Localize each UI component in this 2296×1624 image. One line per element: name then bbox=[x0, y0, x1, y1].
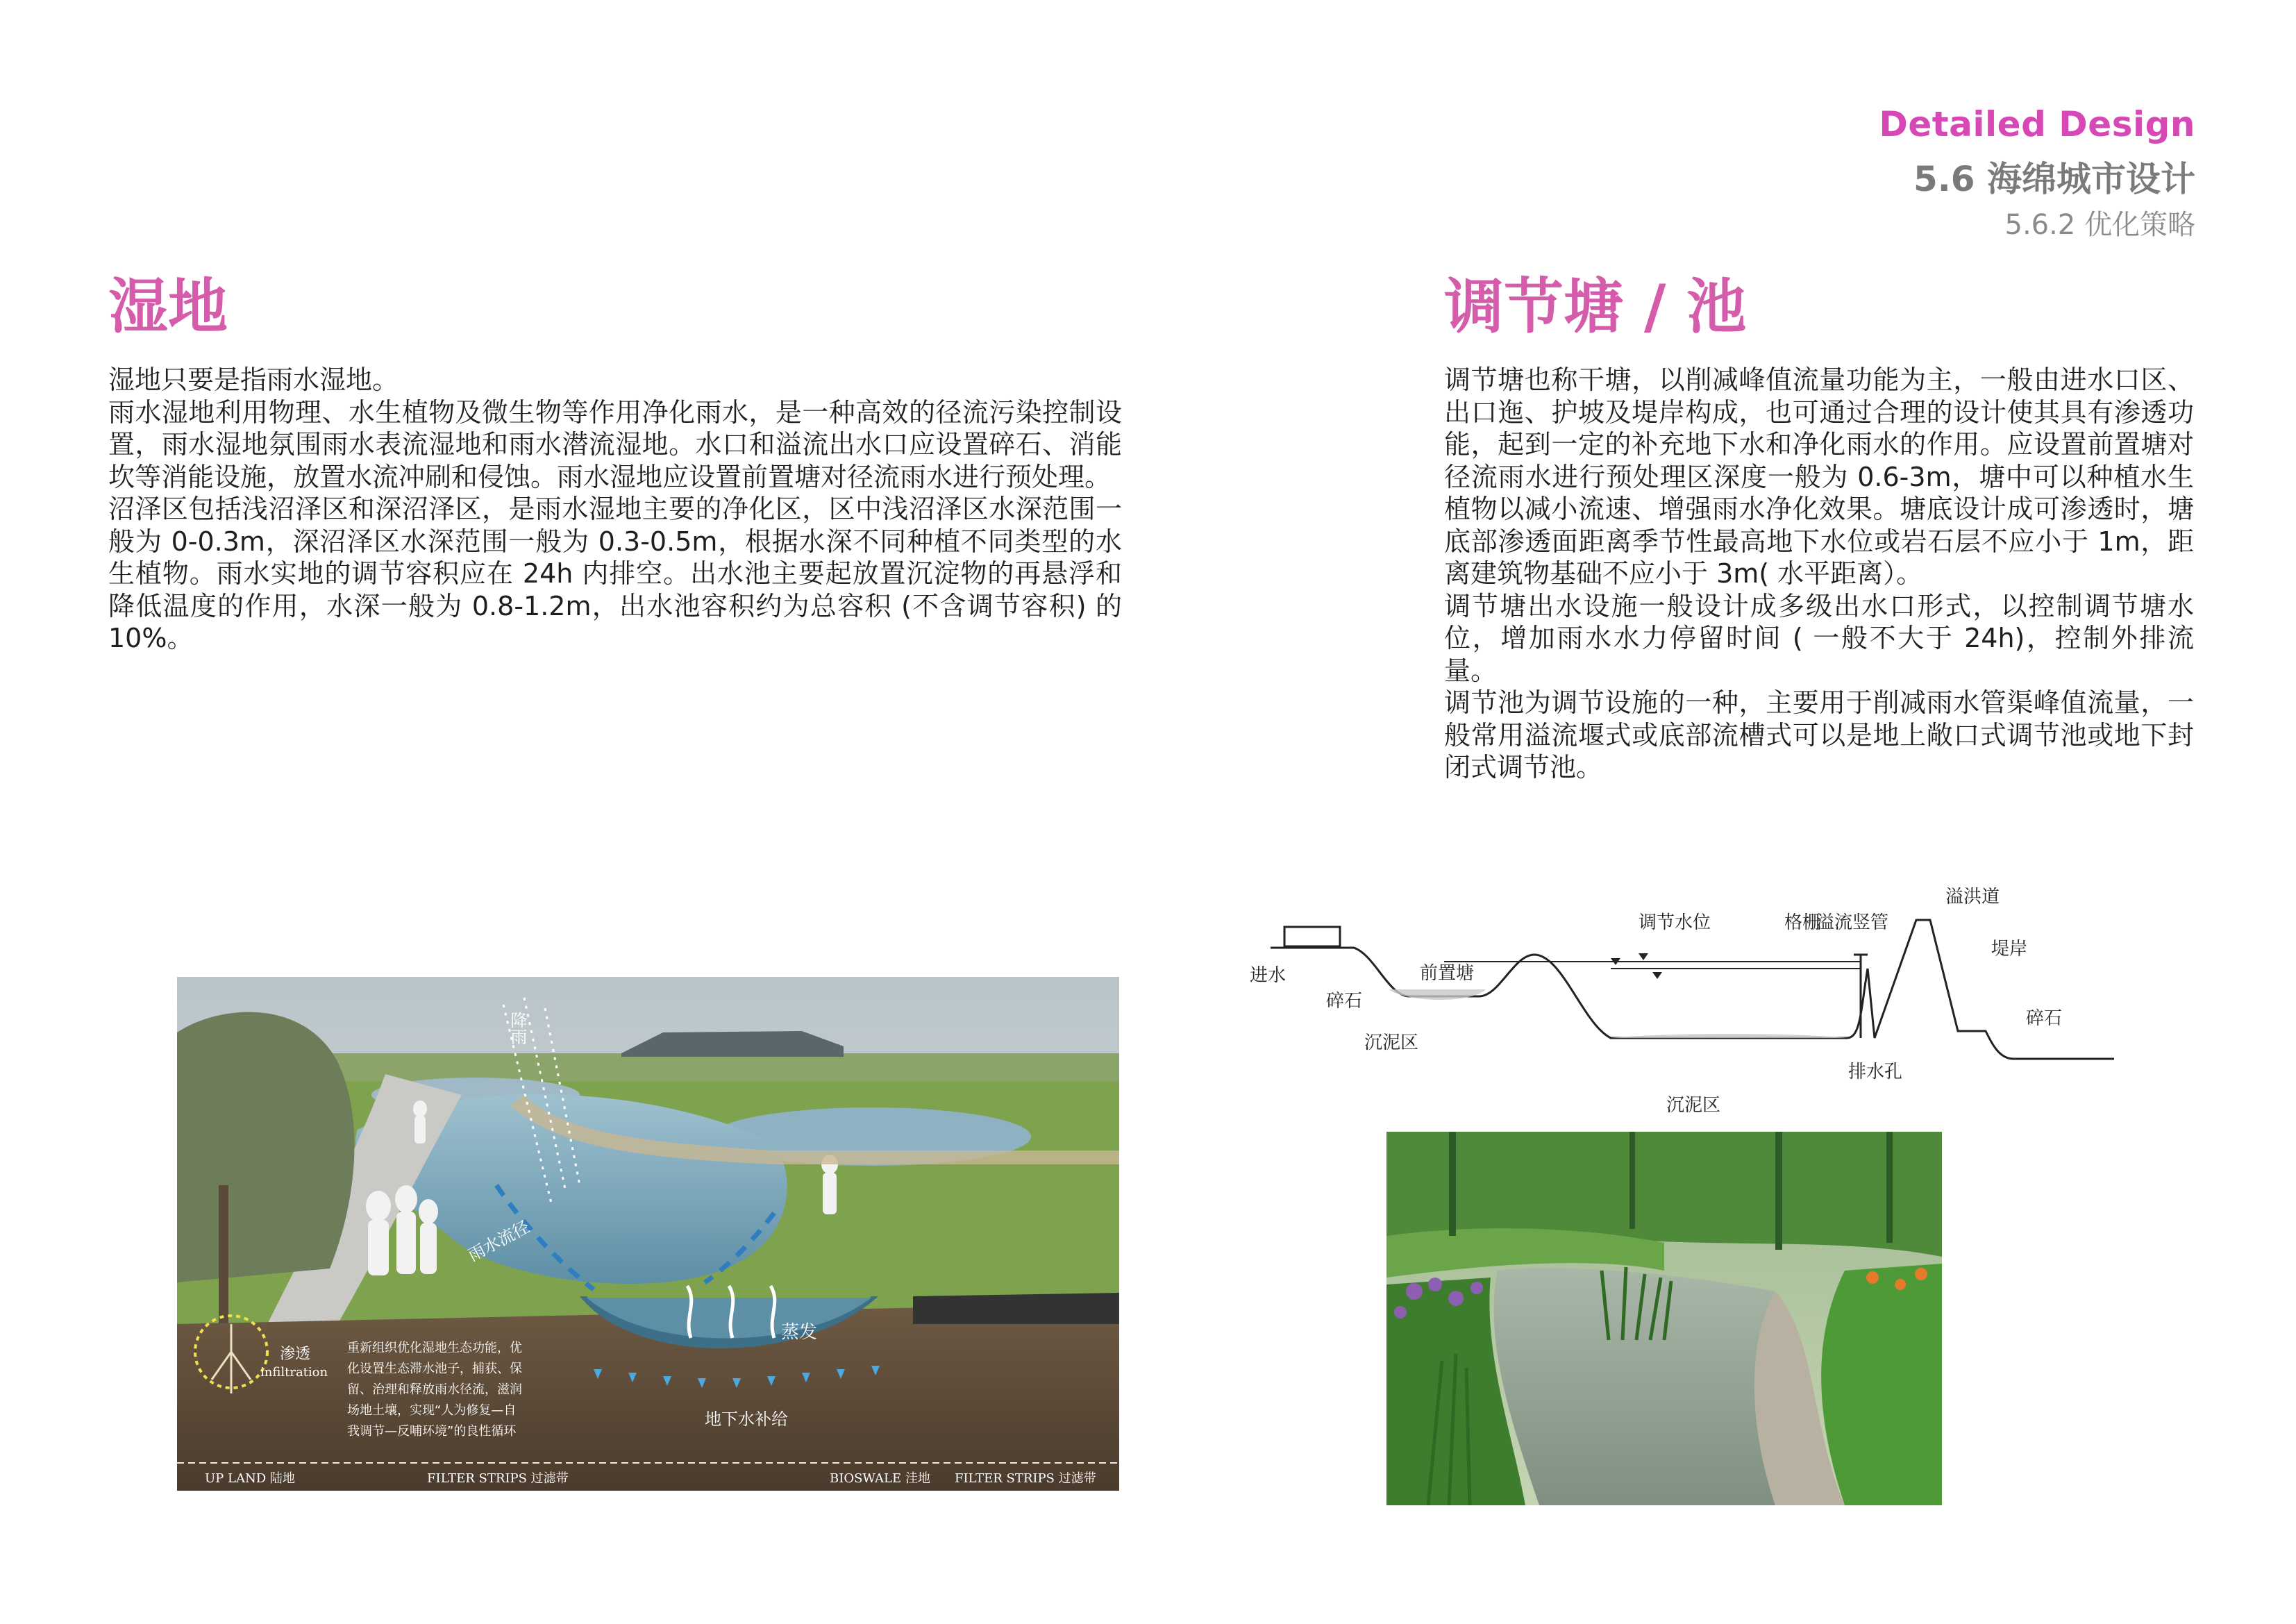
diagram-label-gravel-right: 碎石 bbox=[2025, 1008, 2062, 1029]
diagram-label-overflow-pipe: 溢流竖管 bbox=[1816, 912, 1888, 933]
header-subsection-title: 5.6.2 优化策略 bbox=[2004, 209, 2195, 241]
diagram-label-regulating-level: 调节水位 bbox=[1639, 912, 1711, 933]
description-line: 重新组织优化湿地生态功能，优 bbox=[347, 1341, 522, 1355]
evaporation-label: 蒸发 bbox=[781, 1322, 818, 1343]
zone-label-upland: UP LAND 陆地 bbox=[205, 1471, 295, 1486]
description-line: 场地土壤，实现“人为修复—自 bbox=[347, 1403, 517, 1418]
diagram-label-inlet: 进水 bbox=[1250, 965, 1287, 986]
zone-label-filter-strips: FILTER STRIPS 过滤带 bbox=[955, 1471, 1096, 1486]
pond-paragraph: 调节池为调节设施的一种，主要用于削减雨水管渠峰值流量，一般常用溢流堰式或底部流槽式可以是地上敞口式调节池或地下封闭式调节池。 bbox=[1444, 687, 2194, 782]
diagram-label-sediment-left: 沉泥区 bbox=[1364, 1032, 1419, 1053]
description-line: 我调节—反哺环境”的良性循环 bbox=[347, 1424, 517, 1439]
infiltration-label-en: infiltration bbox=[260, 1365, 328, 1380]
pond-photo bbox=[1386, 1132, 1942, 1505]
diagram-label-embankment: 堤岸 bbox=[1991, 939, 2027, 960]
diagram-label-forebay: 前置塘 bbox=[1420, 963, 1475, 984]
pond-paragraph: 调节塘也称干塘，以削减峰值流量功能为主，一般由进水口区、出口迤、护坡及堤岸构成，也可通过合理的设计使其具有渗透功能，起到一定的补充地下水和净化雨水的作用。应设置前置塘对径流雨水进行预处理区深度一般为 0.6-3m，塘中可以种植水生植物以减小流速、增强雨水净化效果。塘底设计成可渗透时，塘底部渗透面距离季节性最高地下水位或岩石层不应小于 1m，距离建筑物基础不应小于 3m( 水平距离）。 bbox=[1444, 365, 2194, 589]
infiltration-label-cn: 渗透 bbox=[280, 1346, 311, 1363]
pond-paragraph: 调节塘出水设施一般设计成多级出水口形式，以控制调节塘水位，增加雨水水力停留时间 ( 一般不大于 24h)，控制外排流量。 bbox=[1444, 590, 2194, 686]
diagram-label-sediment-bottom: 沉泥区 bbox=[1666, 1095, 1721, 1116]
diagram-label-spillway: 溢洪道 bbox=[1945, 887, 2000, 907]
wetland-illustration bbox=[177, 977, 1119, 1491]
wetland-paragraph: 湿地只要是指雨水湿地。 bbox=[108, 365, 399, 395]
wetland-body bbox=[108, 364, 1122, 655]
wetland-title: 湿地 bbox=[108, 272, 228, 342]
runoff-label: 雨水流径 bbox=[464, 1216, 533, 1266]
diagram-label-drain-hole: 排水孔 bbox=[1847, 1062, 1902, 1082]
zone-label-bioswale: BIOSWALE 洼地 bbox=[830, 1471, 930, 1486]
diagram-label-grille: 格栅 bbox=[1784, 912, 1821, 933]
zone-label-filter-strips: FILTER STRIPS 过滤带 bbox=[427, 1471, 569, 1486]
pond-cross-section-diagram bbox=[1250, 871, 2131, 1128]
pond-title: 调节塘 / 池 bbox=[1444, 272, 1747, 342]
rain-label: 降雨 bbox=[508, 1012, 527, 1045]
diagram-label-gravel-left: 碎石 bbox=[1326, 991, 1363, 1012]
wetland-paragraph: 雨水湿地利用物理、水生植物及微生物等作用净化雨水，是一种高效的径流污染控制设置，雨水湿地氛围雨水表流湿地和雨水潜流湿地。水口和溢流出水口应设置碎石、消能坎等消能设施，放置水流冲刷和侵蚀。雨水湿地应设置前置塘对径流雨水进行预处理。 bbox=[108, 396, 1122, 492]
description-line: 留、治理和释放雨水径流，滋润 bbox=[347, 1382, 522, 1397]
wetland-paragraph: 沼泽区包括浅沼泽区和深沼泽区，是雨水湿地主要的净化区，区中浅沼泽区水深范围一般为 0-0.3m，深沼泽区水深范围一般为 0.3-0.5m，根据水深不同种植不同类型的水生植物。雨水实地的调节容积应在 24h 内排空。出水池主要起放置沉淀物的再悬浮和降低温度的作用，水深一般为 0.8-1.2m，出水池容积约为总容积 (不含调节容积) 的 10%。 bbox=[108, 494, 1122, 653]
description-line: 化设置生态滞水池子，捕获、保 bbox=[347, 1362, 522, 1376]
header-english-title: Detailed Design bbox=[1879, 104, 2195, 144]
header-section-title: 5.6 海绵城市设计 bbox=[1913, 159, 2195, 199]
groundwater-label: 地下水补给 bbox=[705, 1409, 788, 1429]
pond-body bbox=[1444, 364, 2194, 784]
